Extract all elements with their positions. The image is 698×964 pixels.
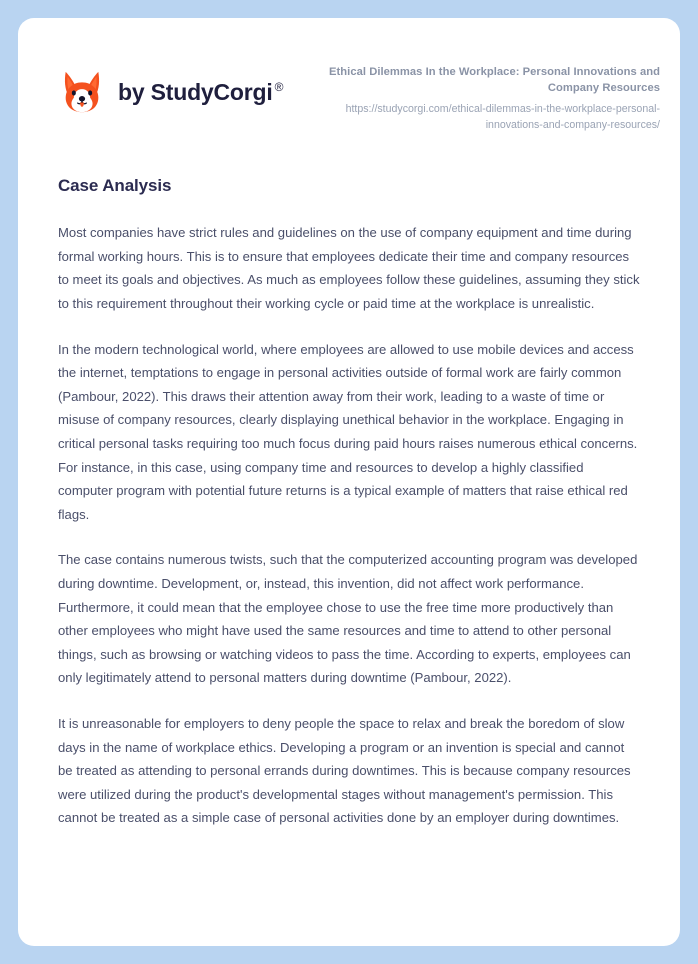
brand-wordmark-text: by StudyCorgi	[118, 78, 273, 105]
brand-lockup	[58, 62, 283, 116]
header-meta	[308, 62, 660, 134]
body-paragraph: The case contains numerous twists, such that the computerized accounting program was developed during downtime. Development, or, instead, this invention, did not affect work performance. Furthermore, it could mean that the employee chose to use the free time more productively than other employees who might have used the same resources and time to attend to other personal things, such as browsing or watching videos to pass the time. According to experts, employees can only legitimately attend to personal matters during downtime (Pambour, 2022).	[58, 552, 638, 686]
registered-trademark-icon: ®	[274, 79, 284, 94]
body-paragraph: Most companies have strict rules and guidelines on the use of company equipment and time during formal working hours. This is to ensure that employees dedicate their time and company resources to meet its goals and objectives. As much as employees follow these guidelines, assuming they stick to this requirement throughout their working cycle or paid time at the workplace is unrealistic.	[58, 225, 640, 312]
body-paragraph: In the modern technological world, where employees are allowed to use mobile devices and access the internet, temptations to engage in personal activities outside of formal work are fairly common (Pambour, 2022). This draws their attention away from their work, leading to a waste of time or misuse of company resources, clearly displaying unethical behavior in the workplace. Engaging in critical personal tasks requiring too much focus during paid hours raises numerous ethical concerns. For instance, in this case, using company time and resources to develop a highly classified computer program with potential future returns is a typical example of matters that raise ethical red flags.	[58, 341, 638, 522]
corgi-head-icon	[58, 68, 106, 116]
document-header	[18, 18, 680, 134]
document-title: Ethical Dilemmas In the Workplace: Personal Innovations and Company Resources	[329, 66, 660, 95]
body-paragraph: It is unreasonable for employers to deny people the space to relax and break the boredom of slow days in the name of workplace ethics. Developing a program or an invention is special and cannot be treated as attending to personal errands during downtimes. This is because company resources were utilized during the product's developmental stages without management's permission. This cannot be treated as a simple case of personal activities done by an employer during downtimes.	[58, 715, 631, 826]
document-page-card	[18, 18, 680, 946]
document-source-url: https://studycorgi.com/ethical-dilemmas-in-the-workplace-personal-innovations-and-company-resources/	[345, 103, 660, 132]
document-body	[18, 176, 680, 830]
brand-wordmark	[118, 78, 284, 105]
section-heading: Case Analysis	[58, 176, 172, 196]
